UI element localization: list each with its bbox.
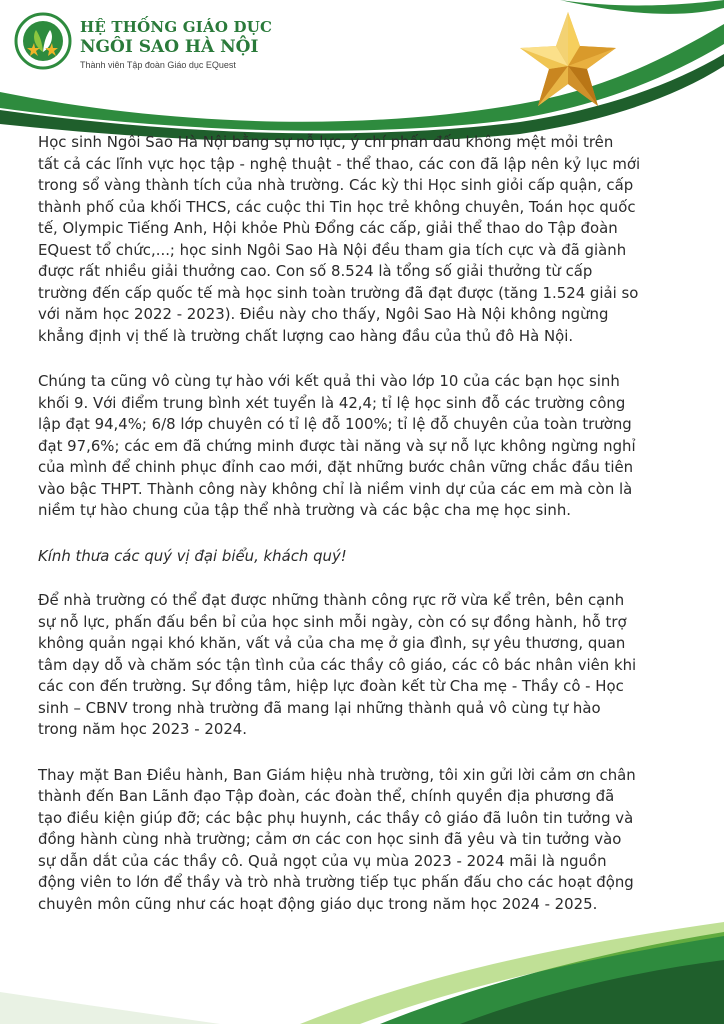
greeting-line: Kính thưa các quý vị đại biểu, khách quý! bbox=[38, 546, 347, 565]
paragraph-support: Để nhà trường có thể đạt được những thành công rực rỡ vừa kể trên, bên cạnh sự nỗ lực, phấn đấu bền bỉ của học sinh mỗi ngày, còn có sự đồng hành, hỗ trợ không quản ngại khó khăn, vất vả của cha mẹ ở gia đình, sự yêu thương, quan tâm dạy dỗ và chăm sóc tận tình của các thầy cô giáo, các cô bác nhân viên khi các con đến trường. Sự đồng tâm, hiệp lực đoàn kết từ Cha mẹ - Thầy cô - Học sinh – CBNV trong nhà trường đã mang lại những thành quả vô cùng tự hào trong năm học 2023 - 2024. bbox=[38, 591, 637, 738]
brand-tagline: Thành viên Tập đoàn Giáo dục EQuest bbox=[80, 60, 236, 70]
gold-star-icon bbox=[516, 8, 620, 112]
speech-body bbox=[38, 132, 686, 939]
brand-title: HỆ THỐNG GIÁO DỤC bbox=[80, 18, 273, 36]
paragraph-grade10-results: Chúng ta cũng vô cùng tự hào với kết quả thi vào lớp 10 của các bạn học sinh khối 9. Với điểm trung bình xét tuyển là 42,4; tỉ lệ học sinh đỗ các trường công lập đạt 94,4%; 6/8 lớp chuyên có tỉ lệ đỗ 100%; tỉ lệ đỗ chuyên của toàn trường đạt 97,6%; các em đã chứng minh được tài năng và sự nỗ lực không ngừng nghỉ của mình để chinh phục đỉnh cao mới, đặt những bước chân vững chắc đầu tiên vào bậc THPT. Thành công này không chỉ là niềm vinh dự của các em mà còn là niềm tự hào chung của tập thể nhà trường và các bậc cha mẹ học sinh. bbox=[38, 372, 636, 519]
paragraph-thanks: Thay mặt Ban Điều hành, Ban Giám hiệu nhà trường, tôi xin gửi lời cảm ơn chân thành đến Ban Lãnh đạo Tập đoàn, các đoàn thể, chính quyền địa phương đã tạo điều kiện giúp đỡ; các bậc phụ huynh, các thầy cô giáo đã luôn tin tưởng và đồng hành cùng nhà trường; cảm ơn các con học sinh đã yêu và tin tưởng vào sự dẫn dắt của các thầy cô. Quả ngọt của vụ mùa 2023 - 2024 mãi là nguồn động viên to lớn để thầy và trò nhà trường tiếp tục phấn đấu cho các hoạt động chuyên môn cũng như các hoạt động giáo dục trong năm học 2024 - 2025. bbox=[38, 765, 636, 913]
footer-swoosh bbox=[0, 874, 724, 1024]
school-logo bbox=[14, 12, 72, 70]
paragraph-achievements: Học sinh Ngôi Sao Hà Nội bằng sự nỗ lực, ý chí phấn đấu không mệt mỏi trên tất cả các lĩnh vực học tập - nghệ thuật - thể thao, các con đã lập nên kỷ lục mới trong sổ vàng thành tích của nhà trường. Các kỳ thi Học sinh giỏi cấp quận, cấp thành phố của khối THCS, các cuộc thi Tin học trẻ không chuyên, Toán học quốc tế, Olympic Tiếng Anh, Hội khỏe Phù Đổng các cấp, giải thể thao do Tập đoàn EQuest tổ chức,...; học sinh Ngôi Sao Hà Nội đều tham gia tích cực và đã giành được rất nhiều giải thưởng cao. Con số 8.524 là tổng số giải thưởng từ cấp trường đến cấp quốc tế mà học sinh toàn trường đã đạt được (tăng 1.524 giải so với năm học 2022 - 2023). Điều này cho thấy, Ngôi Sao Hà Nội không ngừng khẳng định vị thế là trường chất lượng cao hàng đầu của thủ đô Hà Nội. bbox=[38, 133, 641, 345]
brand-name: NGÔI SAO HÀ NỘI bbox=[80, 37, 259, 57]
brand-block bbox=[80, 18, 272, 70]
